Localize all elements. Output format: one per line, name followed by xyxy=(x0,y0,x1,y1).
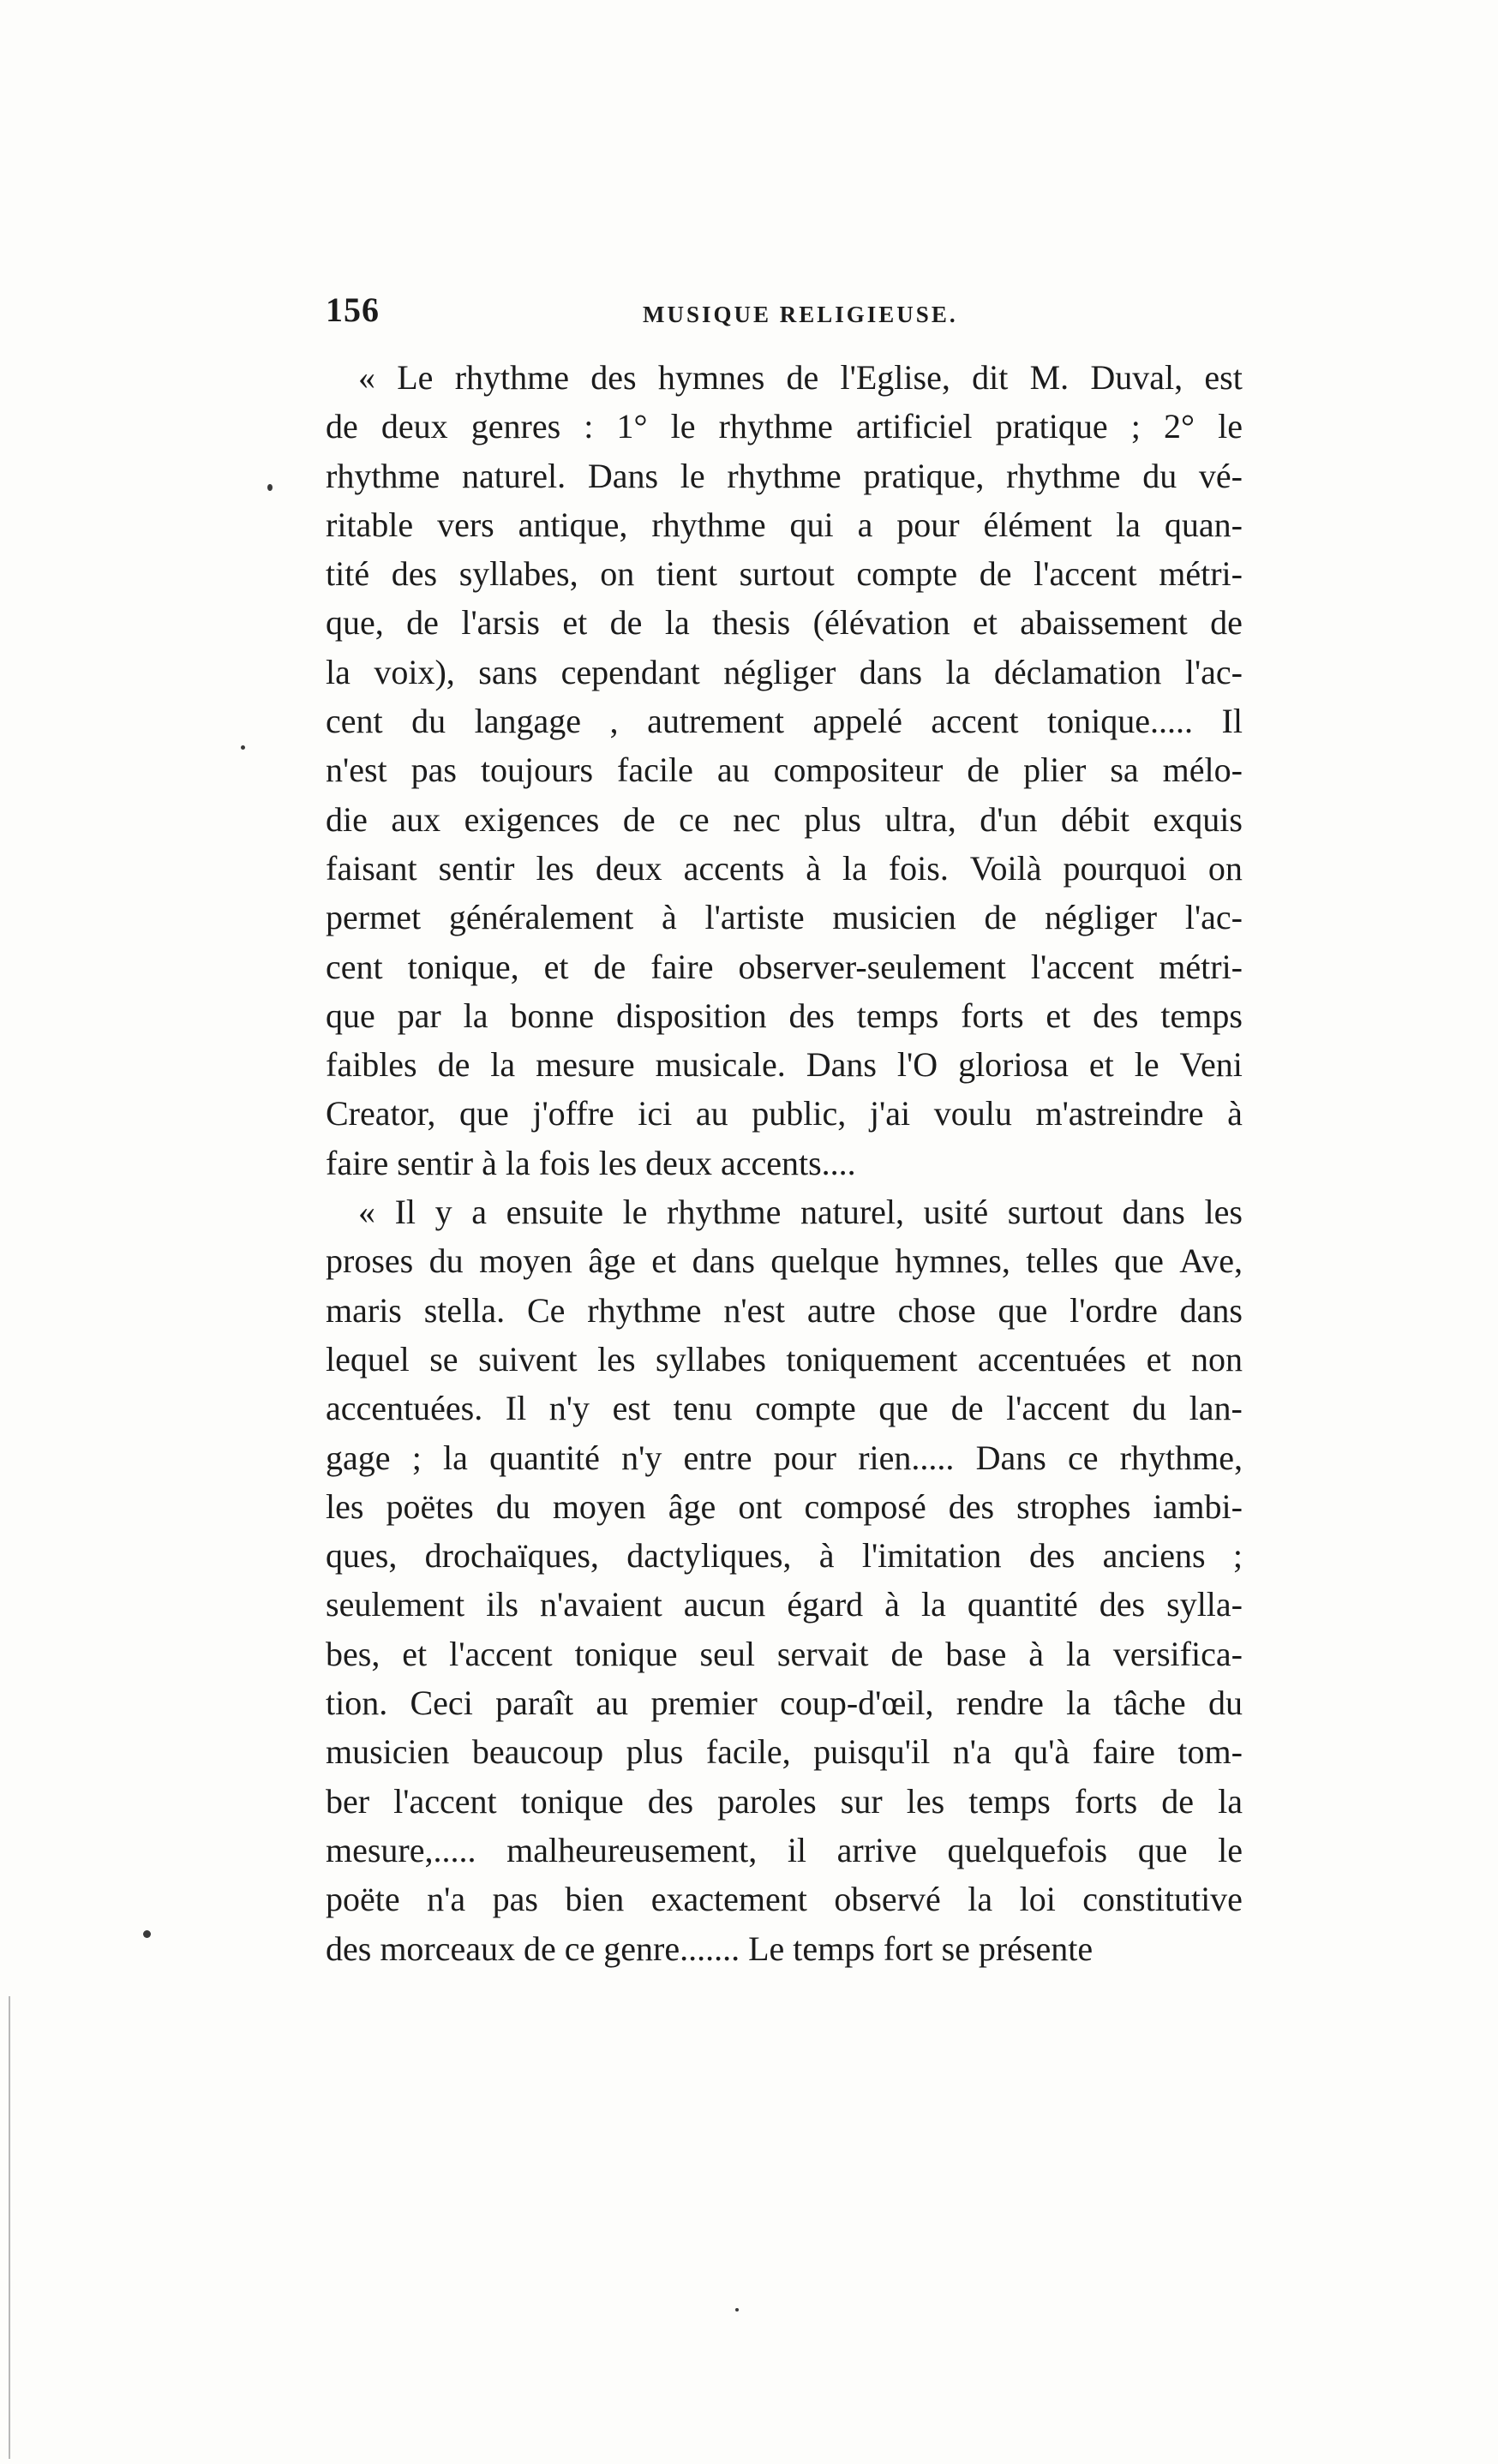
text-line: lequel se suivent les syllabes toniquement accentuées et non xyxy=(326,1339,1243,1379)
text-line: bes, et l'accent tonique seul servait de base à la versifica- xyxy=(326,1634,1243,1673)
text-line: musicien beaucoup plus facile, puisqu'il n'a qu'à faire tom- xyxy=(326,1732,1243,1772)
text-line: faibles de la mesure musicale. Dans l'O gloriosa et le Veni xyxy=(326,1045,1243,1085)
text-line: gage ; la quantité n'y entre pour rien..... Dans ce rhythme, xyxy=(326,1438,1243,1477)
text-line: maris stella. Ce rhythme n'est autre chose que l'ordre dans xyxy=(326,1290,1243,1330)
text-line: mesure,..... malheureusement, il arrive quelquefois que le xyxy=(326,1830,1243,1869)
text-line: « Il y a ensuite le rhythme naturel, usité surtout dans les xyxy=(358,1193,1243,1232)
text-line: accentuées. Il n'y est tenu compte que de l'accent du lan- xyxy=(326,1389,1243,1428)
running-title: MUSIQUE RELIGIEUSE. xyxy=(643,302,958,327)
text-line: la voix), sans cependant négliger dans la déclamation l'ac- xyxy=(326,652,1243,691)
page-number: 156 xyxy=(326,290,380,329)
text-line: rhythme naturel. Dans le rhythme pratique, rhythme du vé- xyxy=(326,456,1243,495)
text-line: proses du moyen âge et dans quelque hymnes, telles que Ave, xyxy=(326,1241,1243,1281)
text-line: de deux genres : 1° le rhythme artificiel pratique ; 2° le xyxy=(326,407,1243,446)
text-line: « Le rhythme des hymnes de l'Eglise, dit M. Duval, est xyxy=(358,358,1243,397)
text-line: tité des syllabes, on tient surtout compte de l'accent métri- xyxy=(326,554,1243,594)
ink-speck xyxy=(143,1930,151,1938)
text-line: des morceaux de ce genre....... Le temps fort se présente xyxy=(326,1929,1094,1968)
text-line: que par la bonne disposition des temps forts et des temps xyxy=(326,996,1243,1035)
text-line: faisant sentir les deux accents à la fois. Voilà pourquoi on xyxy=(326,848,1243,888)
text-line: cent du langage , autrement appelé accent tonique..... Il xyxy=(326,702,1243,741)
ink-speck xyxy=(267,484,273,491)
text-line: faire sentir à la fois les deux accents.... xyxy=(326,1143,856,1182)
ink-speck xyxy=(241,745,245,750)
text-line: permet généralement à l'artiste musicien de négliger l'ac- xyxy=(326,898,1243,937)
text-line: les poëtes du moyen âge ont composé des strophes iambi- xyxy=(326,1486,1243,1526)
text-line: ber l'accent tonique des paroles sur les temps forts de la xyxy=(326,1781,1243,1821)
text-line: cent tonique, et de faire observer-seulement l'accent métri- xyxy=(326,947,1243,986)
text-line: tion. Ceci paraît au premier coup-d'œil, rendre la tâche du xyxy=(326,1684,1243,1723)
text-line: Creator, que j'offre ici au public, j'ai voulu m'astreindre à xyxy=(326,1094,1243,1133)
page-header xyxy=(326,290,1243,341)
text-line: poëte n'a pas bien exactement observé la loi constitutive xyxy=(326,1880,1243,1919)
ink-speck xyxy=(735,2308,739,2311)
text-line: ques, drochaïques, dactyliques, à l'imitation des anciens ; xyxy=(326,1536,1243,1576)
text-line: seulement ils n'avaient aucun égard à la quantité des sylla- xyxy=(326,1585,1243,1624)
body-text xyxy=(326,353,1243,1973)
text-line: die aux exigences de ce nec plus ultra, d'un débit exquis xyxy=(326,799,1243,839)
scan-edge-shadow xyxy=(9,1996,10,2459)
text-line: ritable vers antique, rhythme qui a pour élément la quan- xyxy=(326,505,1243,544)
text-line: n'est pas toujours facile au compositeur de plier sa mélo- xyxy=(326,751,1243,790)
text-line: que, de l'arsis et de la thesis (élévation et abaissement de xyxy=(326,603,1243,643)
